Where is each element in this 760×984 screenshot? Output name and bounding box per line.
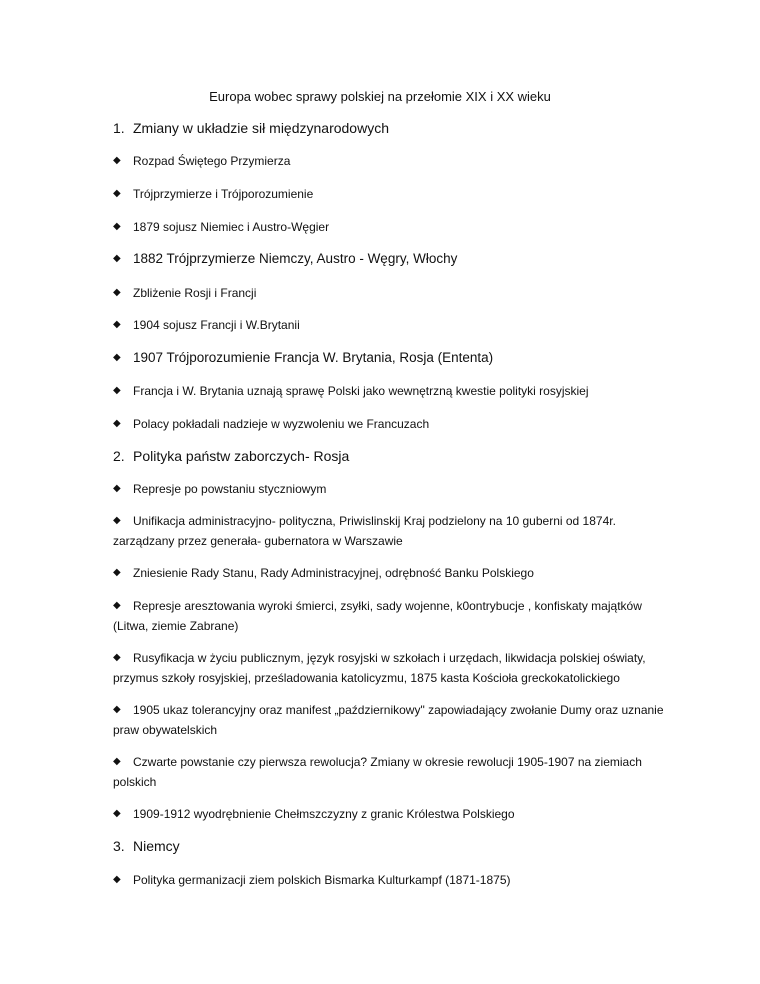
bullet-icon: ◆ [113, 221, 121, 232]
document-title: Europa wobec sprawy polskiej na przełomie XIX i XX wieku [209, 89, 551, 104]
list-item [113, 249, 673, 269]
bullet-icon: ◆ [113, 704, 121, 715]
section-heading-text: Niemcy [133, 838, 180, 854]
list-item-text: Czwarte powstanie czy pierwsza rewolucja? Zmiany w okresie rewolucji 1905-1907 na ziemiach polskich [113, 755, 642, 789]
list-item-text: Rozpad Świętego Przymierza [133, 154, 291, 168]
list-item [113, 217, 673, 237]
section-number: 3. [113, 838, 125, 854]
list-item-text: Represje po powstaniu styczniowym [133, 482, 327, 496]
bullet-icon: ◆ [113, 652, 121, 663]
list-item-text: 1905 ukaz tolerancyjny oraz manifest „październikowy" zapowiadający zwołanie Dumy oraz uznanie praw obywatelskich [113, 703, 664, 737]
section-heading-3 [113, 836, 673, 856]
section-number: 2. [113, 448, 125, 464]
list-item-text: 1907 Trójporozumienie Francja W. Brytania, Rosja (Ententa) [133, 350, 494, 365]
list-item-text: 1882 Trójprzymierze Niemczy, Austro - Węgry, Włochy [133, 251, 458, 266]
bullet-icon: ◆ [113, 756, 121, 767]
bullet-icon: ◆ [113, 808, 121, 819]
section-heading-text: Polityka państw zaborczych- Rosja [133, 448, 350, 464]
section-heading-text: Zmiany w układzie sił międzynarodowych [133, 120, 389, 136]
list-item-text: Polacy pokładali nadzieje w wyzwoleniu we Francuzach [133, 417, 430, 431]
section-number: 1. [113, 120, 125, 136]
list-item [113, 348, 673, 368]
bullet-icon: ◆ [113, 352, 121, 363]
list-item [113, 151, 673, 171]
bullet-icon: ◆ [113, 483, 121, 494]
list-item [113, 511, 673, 551]
list-item-text: Francja i W. Brytania uznają sprawę Polski jako wewnętrzną kwestie polityki rosyjskiej [133, 384, 589, 398]
list-item-text: Zniesienie Rady Stanu, Rady Administracyjnej, odrębność Banku Polskiego [133, 566, 534, 580]
list-item-text: Unifikacja administracyjno- polityczna, Priwislinskij Kraj podzielony na 10 guberni od 1874r. zarządzany przez generała- gubernatora w Warszawie [113, 514, 616, 548]
bullet-icon: ◆ [113, 287, 121, 298]
bullet-icon: ◆ [113, 155, 121, 166]
bullet-icon: ◆ [113, 567, 121, 578]
list-item [113, 184, 673, 204]
list-item-text: Trójprzymierze i Trójporozumienie [133, 187, 314, 201]
list-item [113, 596, 673, 636]
bullet-icon: ◆ [113, 385, 121, 396]
list-item [113, 414, 673, 434]
bullet-icon: ◆ [113, 515, 121, 526]
list-item-text: Polityka germanizacji ziem polskich Bismarka Kulturkampf (1871-1875) [133, 873, 511, 887]
list-item-text: Represje aresztowania wyroki śmierci, zsyłki, sady wojenne, k0ontrybucje , konfiskaty majątków (Litwa, ziemie Zabrane) [113, 599, 642, 633]
section-heading-1 [113, 118, 673, 138]
list-item [113, 870, 673, 890]
list-item [113, 752, 673, 792]
bullet-icon: ◆ [113, 319, 121, 330]
list-item [113, 648, 673, 688]
list-item [113, 381, 673, 401]
list-item [113, 479, 673, 499]
bullet-icon: ◆ [113, 600, 121, 611]
list-item [113, 283, 673, 303]
bullet-icon: ◆ [113, 418, 121, 429]
bullet-icon: ◆ [113, 253, 121, 264]
list-item [113, 563, 673, 583]
bullet-icon: ◆ [113, 874, 121, 885]
list-item-text: 1909-1912 wyodrębnienie Chełmszczyzny z granic Królestwa Polskiego [133, 807, 515, 821]
section-heading-2 [113, 446, 673, 466]
list-item [113, 315, 673, 335]
list-item [113, 700, 673, 740]
list-item-text: 1904 sojusz Francji i W.Brytanii [133, 318, 300, 332]
list-item-text: 1879 sojusz Niemiec i Austro-Węgier [133, 220, 330, 234]
bullet-icon: ◆ [113, 188, 121, 199]
list-item [113, 804, 673, 824]
list-item-text: Rusyfikacja w życiu publicznym, język rosyjski w szkołach i urzędach, likwidacja polskiej oświaty, przymus szkoły rosyjskiej, prześladowania katolicyzmu, 1875 kasta Kościoła greckokatolickiego [113, 651, 646, 685]
list-item-text: Zbliżenie Rosji i Francji [133, 286, 257, 300]
